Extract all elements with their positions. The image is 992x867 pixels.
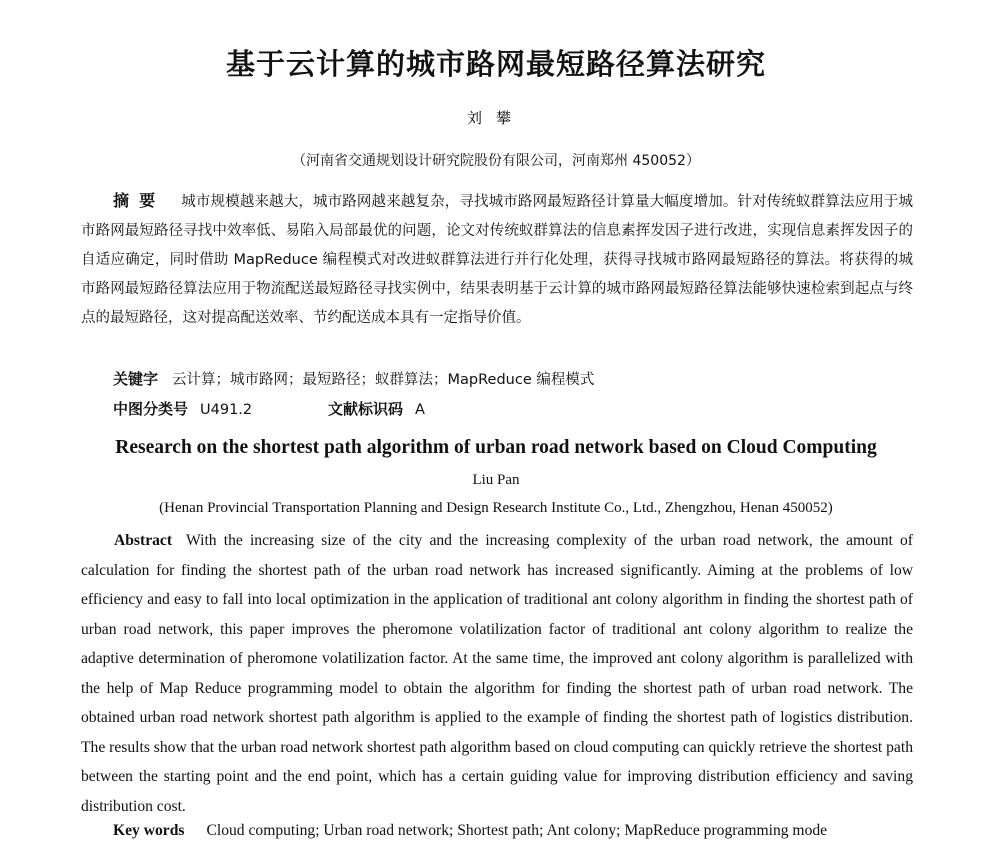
en-keywords: [113, 818, 933, 844]
cn-doc-label: 文献标识码: [328, 400, 404, 418]
en-title: Research on the shortest path algorithm of urban road network based on Cloud Computing: [115, 437, 877, 458]
en-affiliation: (Henan Provincial Transportation Planning and Design Research Institute Co., Ltd., Zhengzhou, Henan 450052): [159, 500, 833, 516]
en-abstract-label: Abstract: [114, 532, 173, 549]
en-abstract: [81, 526, 913, 821]
cn-classification: [113, 396, 913, 423]
cn-class-label: 中图分类号: [113, 400, 189, 418]
cn-author: 刘攀: [466, 109, 525, 127]
en-keywords-label: Key words: [113, 822, 185, 839]
cn-abstract-label: 摘要: [113, 191, 166, 210]
cn-doc-value: A: [415, 402, 425, 418]
cn-keywords-text: 云计算；城市路网；最短路径；蚁群算法；MapReduce 编程模式: [172, 372, 595, 388]
cn-affiliation: （河南省交通规划设计研究院股份有限公司，河南郑州 450052）: [292, 153, 700, 169]
cn-keywords: [113, 366, 913, 393]
cn-keywords-label: 关键字: [113, 370, 159, 388]
cn-abstract: [81, 186, 913, 333]
en-abstract-text: With the increasing size of the city and the increasing complexity of the urban road network, the amount of calculation for finding the shortest path of the urban road network has increased significantly. Aiming at the problems of low efficiency and easy to fall into local optimization in the application of traditional ant colony algorithm in finding the shortest path of urban road network, this paper improves the pheromone volatilization factor of traditional ant colony algorithm to realize the adaptive determination of pheromone volatilization factor. At the same time, the improved ant colony algorithm is parallelized with the help of Map Reduce programming model to obtain the algorithm for finding the shortest path of urban road network. The obtained urban road network shortest path algorithm is applied to the example of finding the shortest path of logistics distribution. The results show that the urban road network shortest path algorithm based on cloud computing can quickly retrieve the shortest path between the starting point and the end point, which has a certain guiding value for improving distribution efficiency and saving distribution cost.: [81, 532, 913, 815]
cn-class-value: U491.2: [200, 402, 253, 418]
cn-abstract-text: 城市规模越来越大，城市路网越来越复杂，寻找城市路网最短路径计算量大幅度增加。针对传统蚁群算法应用于城市路网最短路径寻找中效率低、易陷入局部最优的问题，论文对传统蚁群算法的信息素挥发因子进行改进，实现信息素挥发因子的自适应确定，同时借助 MapReduce 编程模式对改进蚁群算法进行并行化处理，获得寻找城市路网最短路径的算法。将获得的城市路网最短路径算法应用于物流配送最短路径寻找实例中，结果表明基于云计算的城市路网最短路径算法能够快速检索到起点与终点的最短路径，这对提高配送效率、节约配送成本具有一定指导价值。: [81, 194, 913, 326]
cn-title: 基于云计算的城市路网最短路径算法研究: [225, 47, 766, 81]
en-author: Liu Pan: [472, 472, 520, 488]
en-keywords-text: Cloud computing; Urban road network; Shortest path; Ant colony; MapReduce programming mode: [206, 822, 828, 839]
